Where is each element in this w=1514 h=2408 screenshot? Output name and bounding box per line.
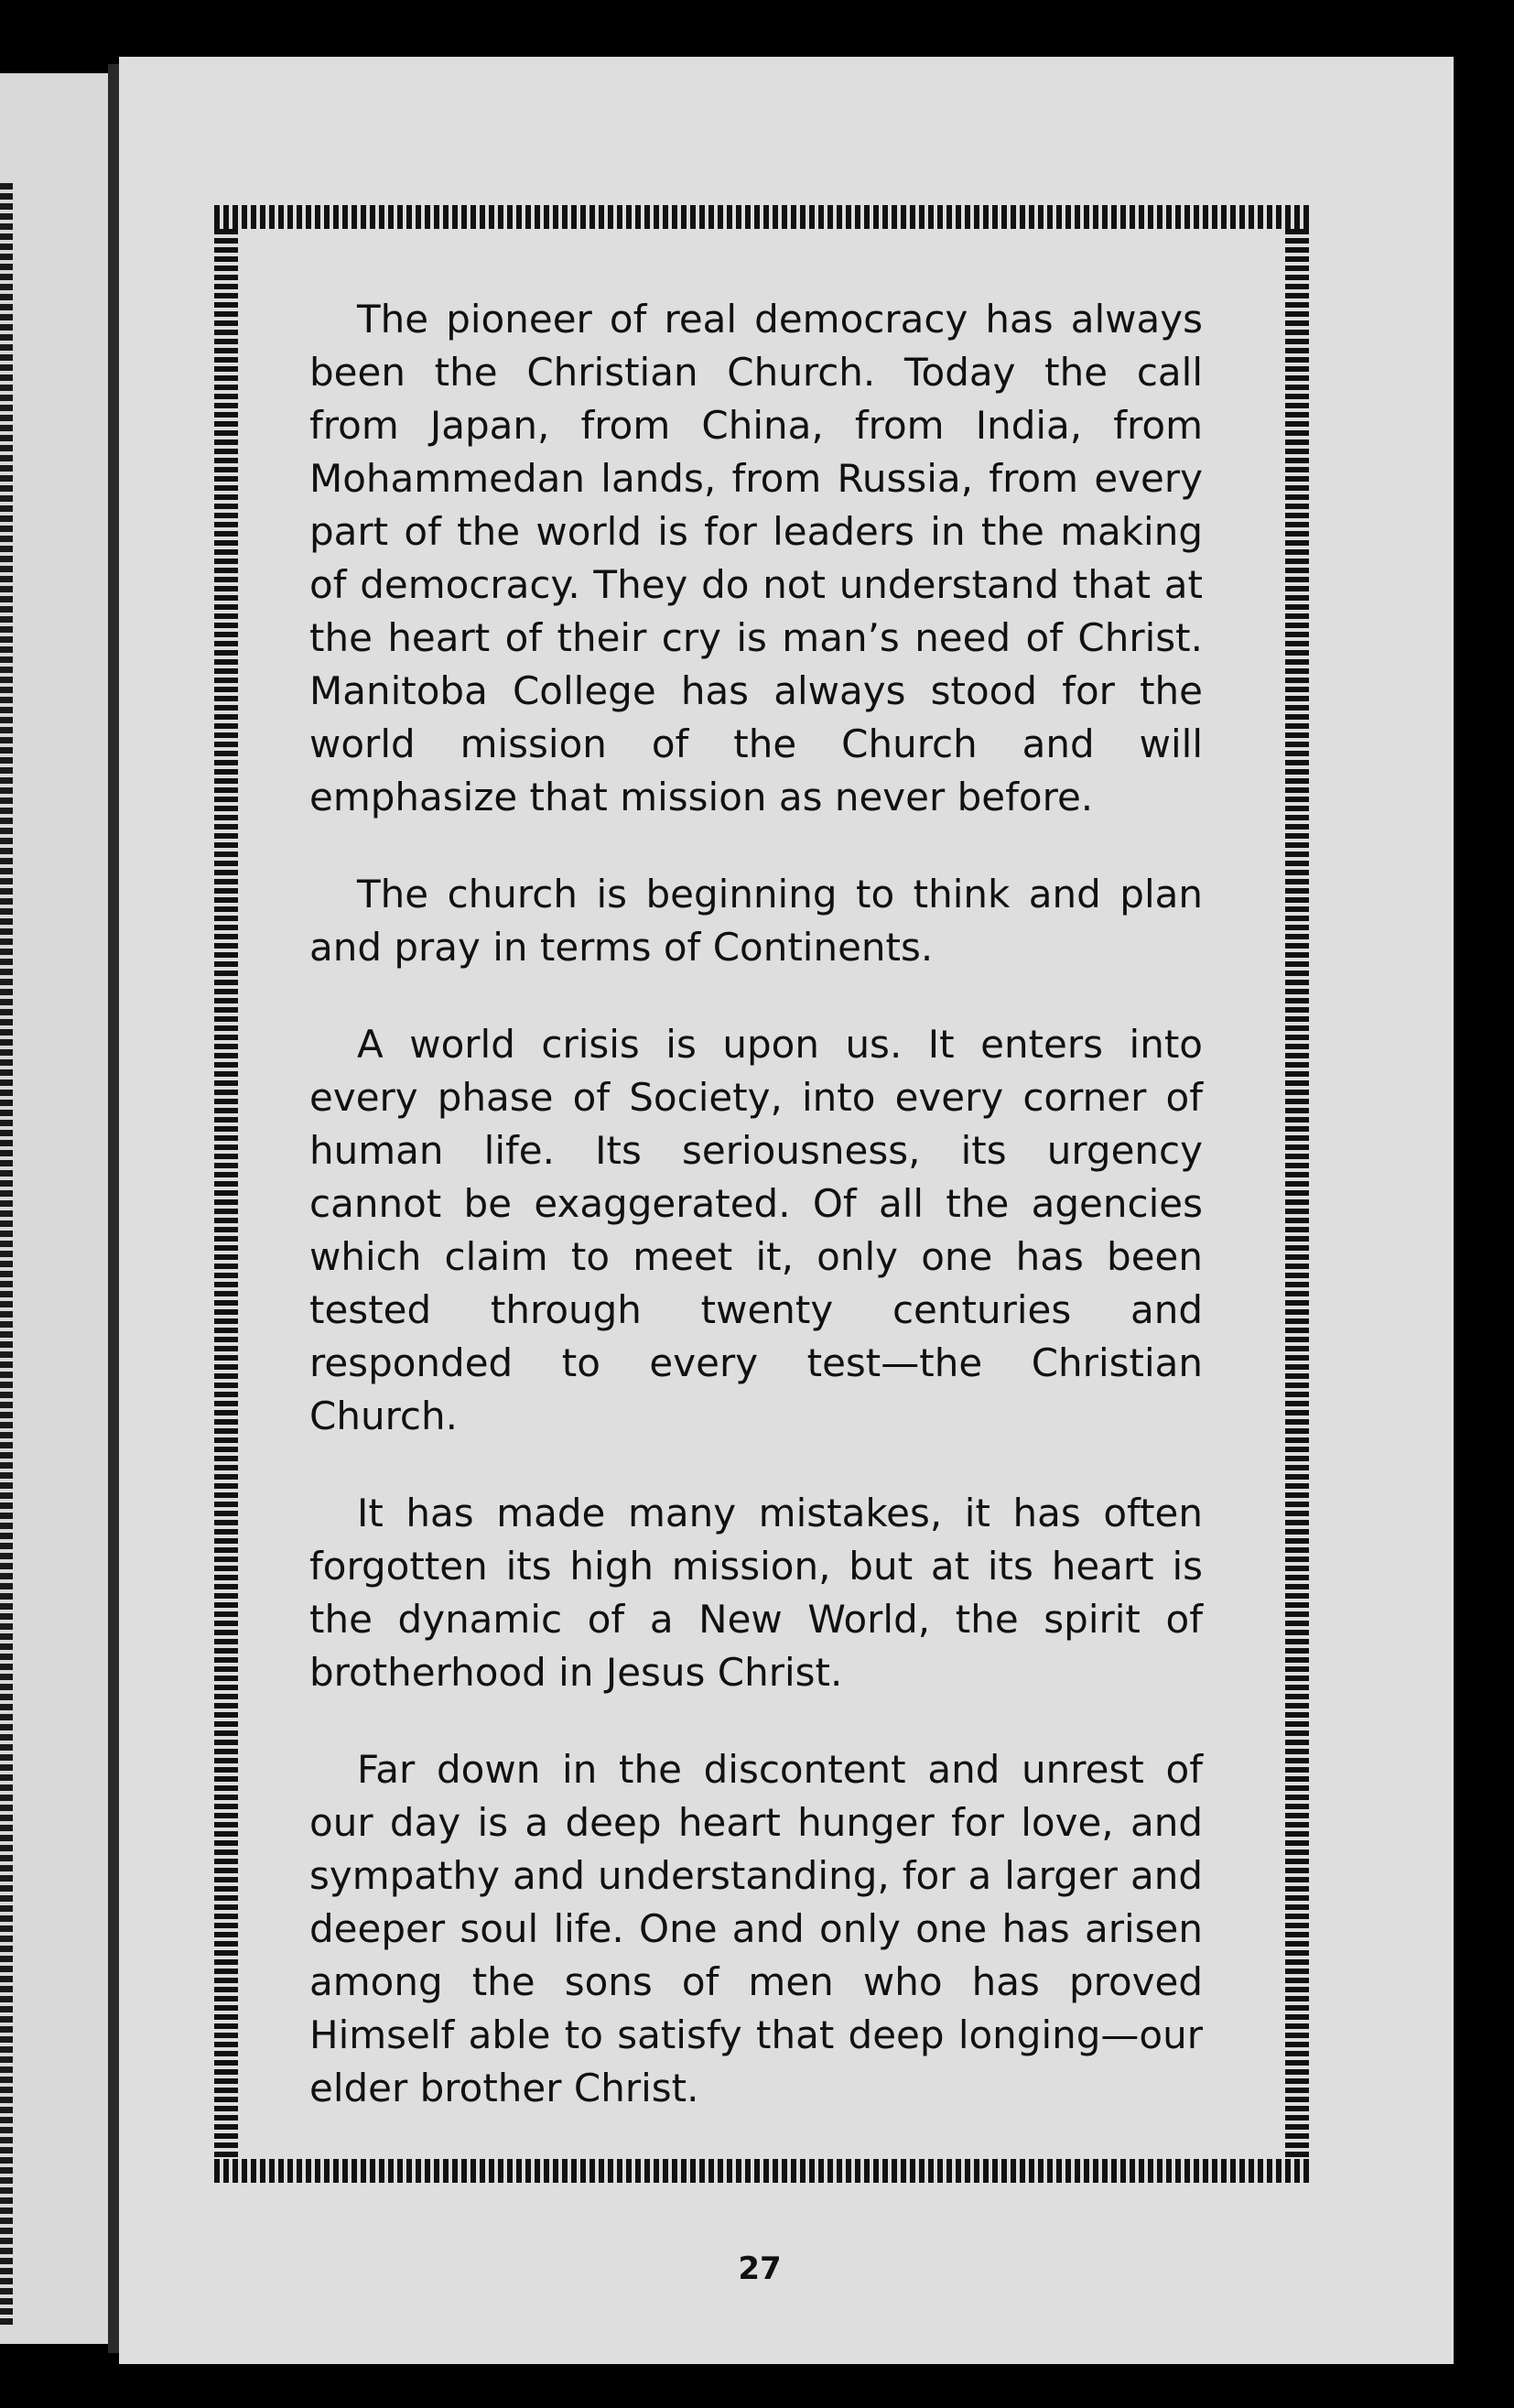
book-spine: [108, 64, 119, 2353]
paragraph-4: It has made many mistakes, it has often forgotten its high mission, but at its heart is the dynamic of a New World, the spirit of brotherhood in Jesus Christ.: [309, 1491, 1203, 1695]
border-left: [214, 229, 238, 2159]
previous-page-border: [0, 183, 13, 2326]
border-right: [1285, 229, 1309, 2159]
border-top: [214, 205, 1309, 229]
paragraph-3: A world crisis is upon us. It enters into every phase of Society, into every corner of human life. Its seriousness, its urgency cannot be exaggerated. Of all the agencies which claim to meet it, only one has been tested through twenty centuries and responded to every test—the Christian Church.: [309, 1022, 1203, 1438]
paragraph-1: The pioneer of real democracy has always been the Christian Church. Today the call from Japan, from China, from India, from Mohammedan lands, from Russia, from every part of the world is for leaders in the making of democracy. They do not understand that at the heart of their cry is man’s need of Christ. Manitoba College has always stood for the world mission of the Church and will emphasize that mission as never before.: [309, 297, 1203, 819]
paragraph-5: Far down in the discontent and unrest of our day is a deep heart hunger for love, and sympathy and understanding, for a larger and deeper soul life. One and only one has arisen among the sons of men who has proved Himself able to satisfy that deep longing—our elder brother Christ.: [309, 1747, 1203, 2110]
previous-page-edge: [0, 73, 110, 2344]
body-text: [309, 293, 1203, 2159]
page-number: 27: [738, 2251, 782, 2287]
border-bottom: [214, 2159, 1309, 2183]
paragraph-2: The church is beginning to think and plan and pray in terms of Continents.: [309, 872, 1203, 970]
